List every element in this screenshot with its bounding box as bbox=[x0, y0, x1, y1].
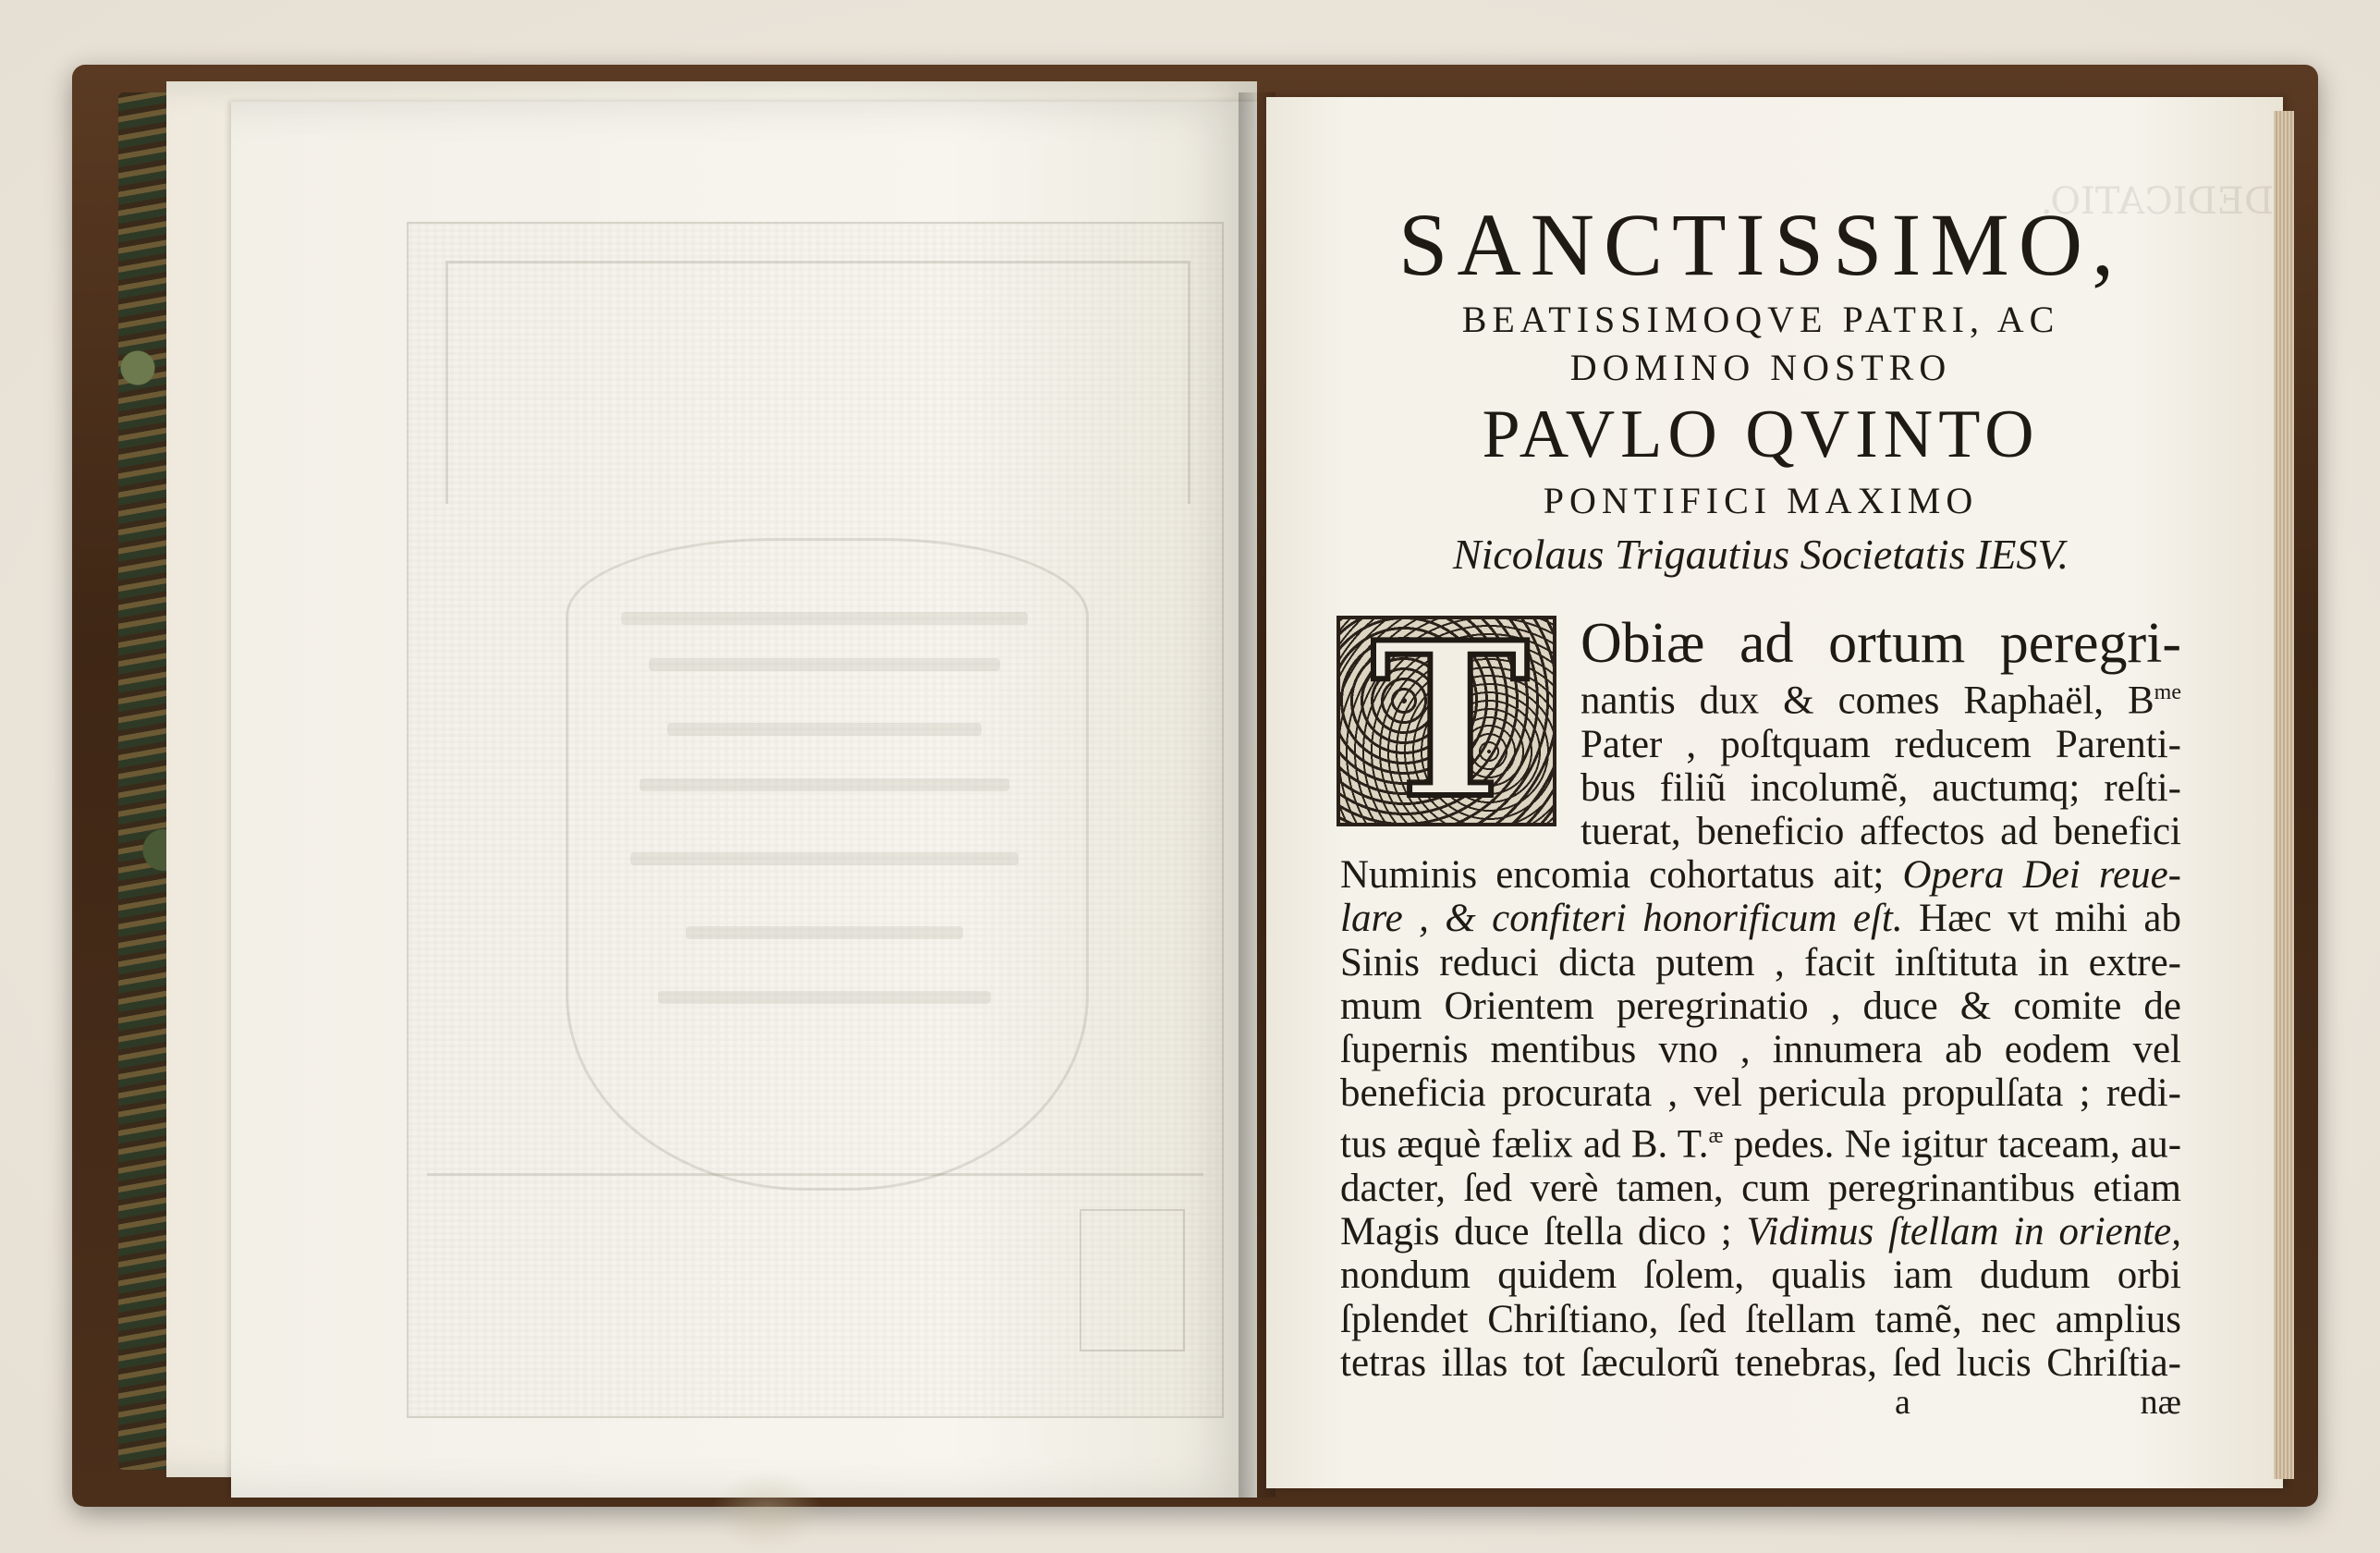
text-line: Magis duce ſtella dico ; Vidimus ſtellam in oriente, bbox=[1340, 1210, 2182, 1254]
dedicatee-name: PAVLO QVINTO bbox=[1482, 397, 2040, 472]
text-line: Numinis encomia cohortatus ait; Opera Dei reue- bbox=[1340, 853, 2181, 898]
text-line: nantis dux & comes Raphaël, $B^{me}$ bbox=[1581, 679, 2181, 723]
decorated-initial-letter: T bbox=[1371, 596, 1530, 846]
engraving-date-box bbox=[1080, 1209, 1185, 1351]
text-line: tetras illas tot ſæculorũ tenebras, ſed lucis Chriſtia- bbox=[1340, 1340, 2181, 1385]
text-line: Obiæ ad ortum peregri- bbox=[1581, 612, 2181, 675]
dedication-text bbox=[1340, 194, 2181, 1385]
dedicatee-title: PONTIFICI MAXIMO bbox=[1543, 480, 1979, 521]
engraving-show-through bbox=[407, 222, 1224, 1418]
bleed-through-heading: DEDICATIO. bbox=[2040, 180, 2274, 223]
paper-stain bbox=[712, 1470, 823, 1553]
text-line: Pater , poſtquam reducem Parenti- bbox=[1581, 722, 2181, 766]
catchword: næ bbox=[2140, 1383, 2181, 1422]
text-line: mum Orientem peregrinatio , duce & comite de bbox=[1340, 984, 2181, 1028]
text-line: bus filiũ incolumẽ, auctumq; reſti- bbox=[1581, 765, 2181, 810]
ghost-title-line bbox=[686, 926, 963, 939]
text-line: nondum quidem ſolem, qualis iam dudum orbi bbox=[1340, 1253, 2181, 1298]
ghost-title-line bbox=[630, 852, 1019, 865]
text-line: dacter, ſed verè tamen, cum peregrinantibus etiam bbox=[1340, 1166, 2181, 1210]
ghost-title-line bbox=[649, 658, 1000, 671]
ghost-title-line bbox=[621, 612, 1028, 625]
text-line: lare , & confiteri honorificum eſt. Hæc vt mihi ab bbox=[1340, 897, 2181, 941]
text-line: ſupernis mentibus vno , innumera ab eodem vel bbox=[1340, 1027, 2181, 1071]
dedication-title: SANCTISSIMO, bbox=[1397, 195, 2124, 294]
engraving-arch bbox=[445, 261, 1190, 504]
signature-mark: a bbox=[1895, 1383, 1910, 1422]
dedication-subtitle: BEATISSIMOQVE PATRI, AC bbox=[1461, 299, 2060, 340]
ghost-title-line bbox=[658, 991, 991, 1004]
ghost-title-line bbox=[640, 778, 1009, 791]
text-line: tus æquè fælix ad B. T.$^æ$ pedes. Ne igitur taceam, au- bbox=[1340, 1122, 2182, 1167]
text-line: beneficia procurata , vel pericula propulſata ; redi- bbox=[1340, 1071, 2181, 1116]
page-edges bbox=[2274, 111, 2294, 1479]
author-line: Nicolaus Trigautius Societatis IESV. bbox=[1452, 531, 2069, 578]
text-line: Sinis reduci dicta putem , facit inſtituta in extre- bbox=[1340, 940, 2181, 984]
ghost-title-line bbox=[667, 723, 982, 736]
text-line: tuerat, beneficio affectos ad benefici bbox=[1581, 809, 2181, 853]
text-line: ſplendet Chriſtiano, ſed ſtellam tamẽ, nec amplius bbox=[1340, 1297, 2181, 1341]
frontispiece-plate-verso bbox=[231, 102, 1257, 1498]
body-text bbox=[1340, 596, 2182, 1385]
dedication-subtitle-2: DOMINO NOSTRO bbox=[1569, 347, 1952, 388]
